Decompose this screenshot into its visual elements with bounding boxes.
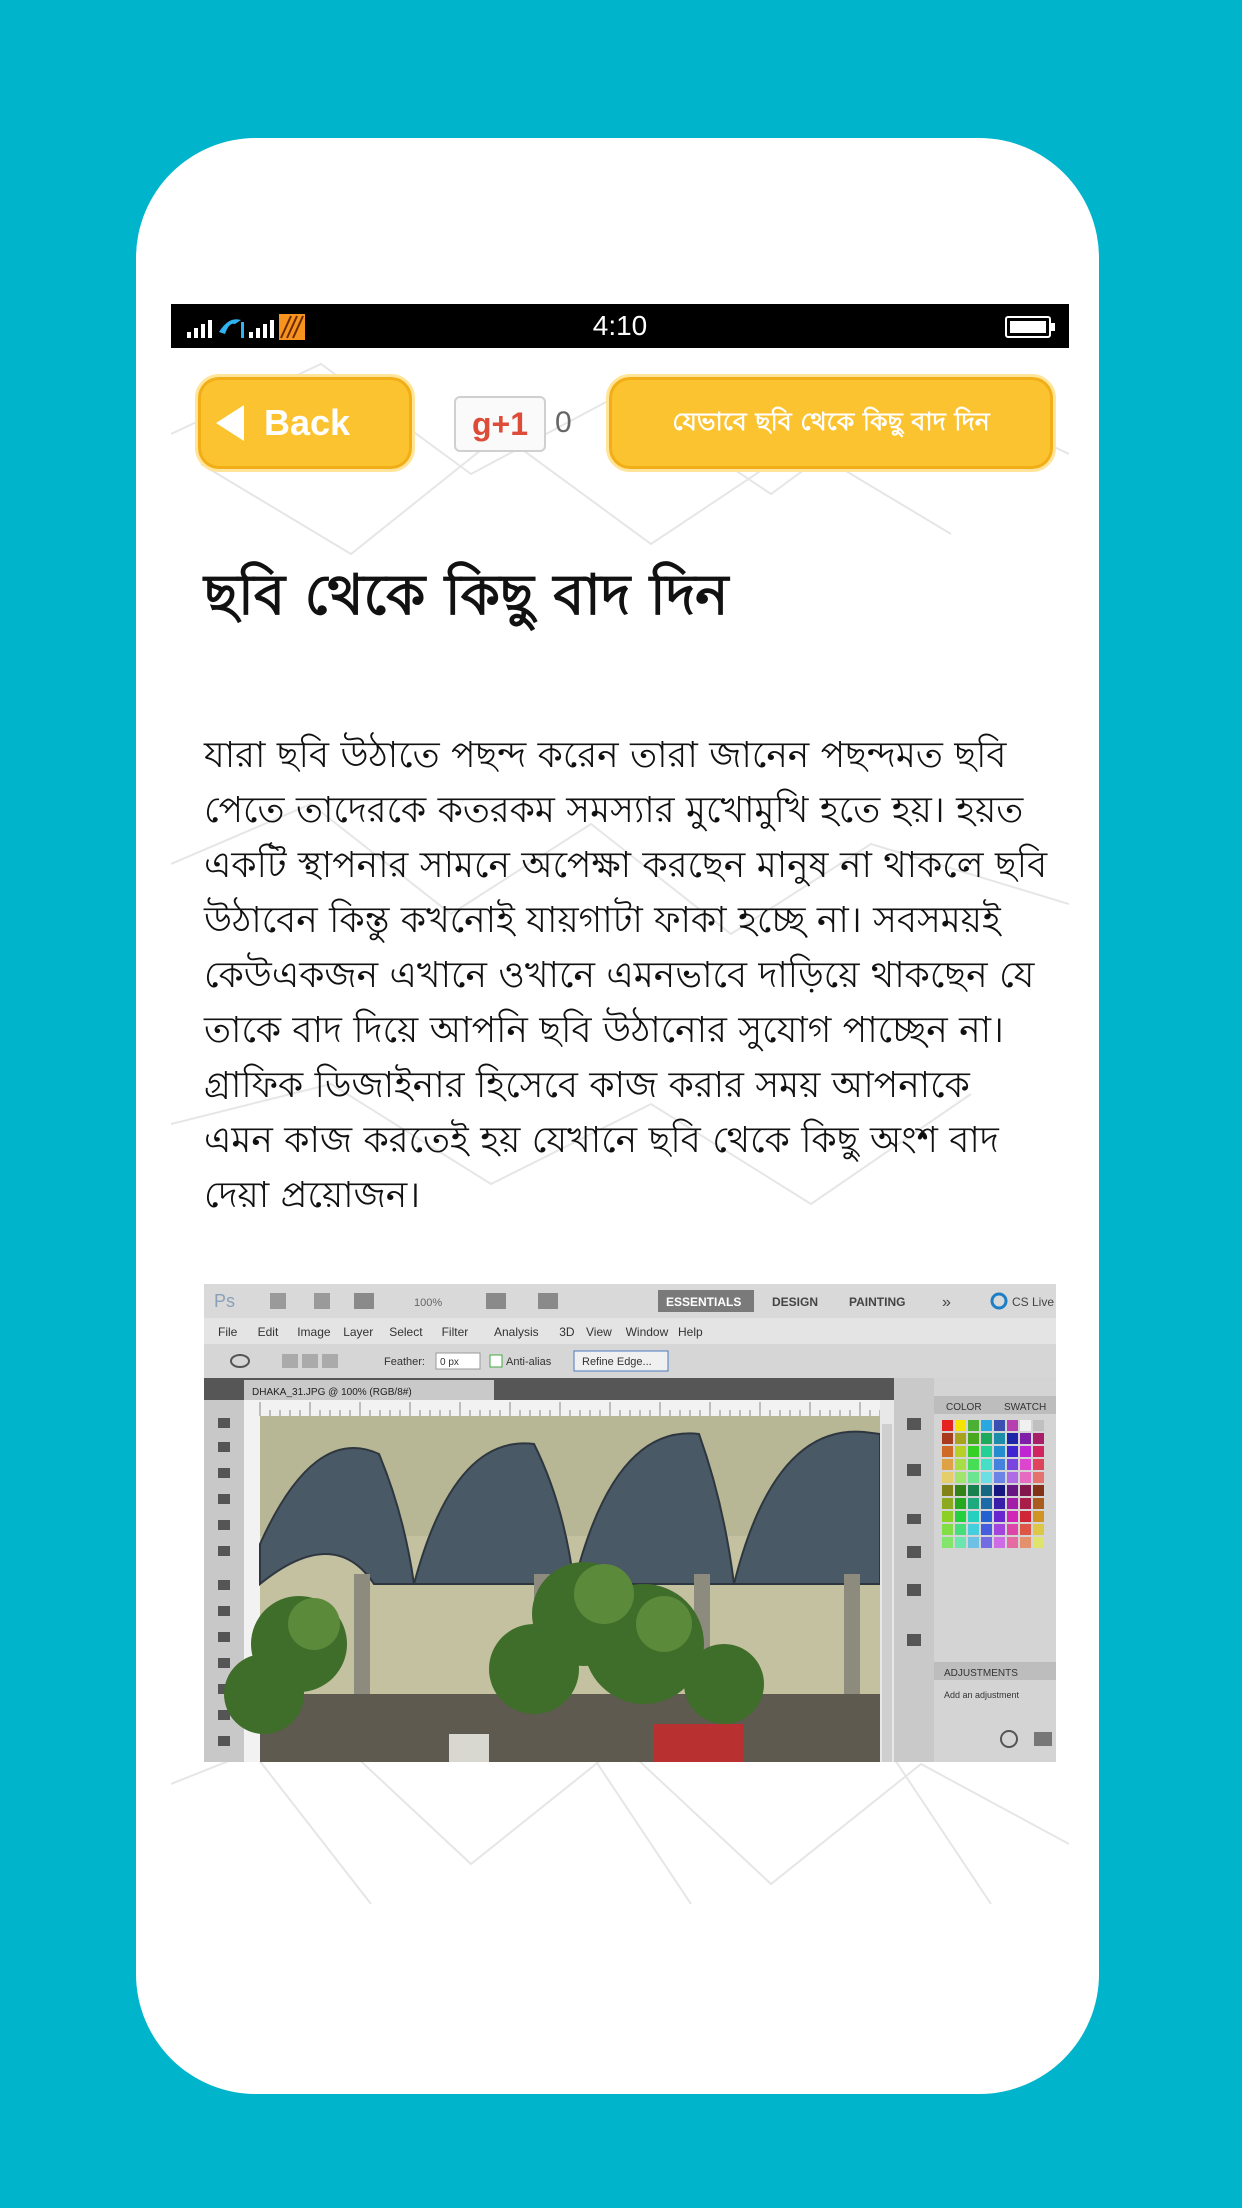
zoom-label: 100% [414,1297,443,1309]
ps-menu-item: View [586,1325,612,1339]
article-body: যারা ছবি উঠাতে পছন্দ করেন তারা জানেন পছন্দমত ছবি পেতে তাদেরকে কতরকম সমস্যার মুখোমুখি হতে হয়। হয়ত একটি স্থাপনার সামনে অপেক্ষা করছেন মানুষ না থাকলে ছবি উঠাবেন কিন্তু কখনোই যায়গাটা ফাকা হচ্ছে না। সবসময়ই কেউএকজন এখানে ওখানে এমনভাবে দাড়িয়ে থাকছেন যে তাকে বাদ দিয়ে আপনি ছবি উঠানোর সুযোগ পাচ্ছেন না। গ্রাফিক ডিজাইনার হিসেবে কাজ করার সময় আপনাকে এমন কাজ করতেই হয় যেখানে ছবি থেকে কিছু অংশ বাদ দেয়া প্রয়োজন। [204,735,1048,1216]
svg-text:Add an adjustment: Add an adjustment [944,1690,1020,1700]
app-screen [171,304,1069,1904]
svg-text:0 px: 0 px [440,1357,459,1368]
back-arrow-icon [216,405,244,441]
article-title: ছবি থেকে কিছু বাদ দিন [204,563,729,628]
ps-menu-item: Select [389,1325,423,1339]
workspace-design: DESIGN [772,1295,819,1309]
howto-button[interactable] [606,374,1056,472]
battery-icon [1005,316,1051,338]
back-button[interactable] [195,374,415,472]
svg-text:ADJUSTMENTS: ADJUSTMENTS [944,1668,1018,1679]
ps-menu-item: File [218,1325,238,1339]
svg-text:CS Live: CS Live [1012,1295,1055,1309]
ps-menu-item: Analysis [494,1325,539,1339]
workspace-essentials: ESSENTIALS [666,1295,742,1309]
status-time: 4:10 [592,310,648,341]
svg-text:Anti-alias: Anti-alias [506,1356,552,1368]
ps-menu-item: Help [678,1325,703,1339]
svg-text:DHAKA_31.JPG @ 100% (RGB/8#): DHAKA_31.JPG @ 100% (RGB/8#) [252,1387,412,1398]
google-plus-one-button[interactable] [454,396,546,452]
workspace-painting: PAINTING [849,1295,906,1309]
svg-text:COLOR: COLOR [946,1402,982,1413]
svg-text:»: » [942,1294,951,1311]
svg-text:SWATCH: SWATCH [1004,1402,1047,1413]
ps-menu-item: Edit [257,1325,279,1339]
ps-menu-item: Image [297,1325,331,1339]
gplus-count: 0 [555,406,572,439]
ps-menu-item: Filter [441,1325,469,1339]
signal-icon [185,310,335,342]
svg-text:Refine Edge...: Refine Edge... [582,1356,652,1368]
svg-text:Ps: Ps [214,1291,236,1311]
phone-frame [136,138,1099,2094]
photoshop-screenshot [204,1284,1056,1762]
ps-menu-item: 3D [559,1325,575,1339]
gplus-label: g+1 [471,405,529,442]
back-button-label: Back [264,402,351,443]
svg-text:Feather:: Feather: [384,1356,425,1368]
status-bar [171,304,1069,348]
howto-button-label: যেভাবে ছবি থেকে কিছু বাদ দিন [672,406,990,436]
ps-menu-item: Layer [343,1325,374,1339]
ps-menu-item: Window [625,1325,669,1339]
